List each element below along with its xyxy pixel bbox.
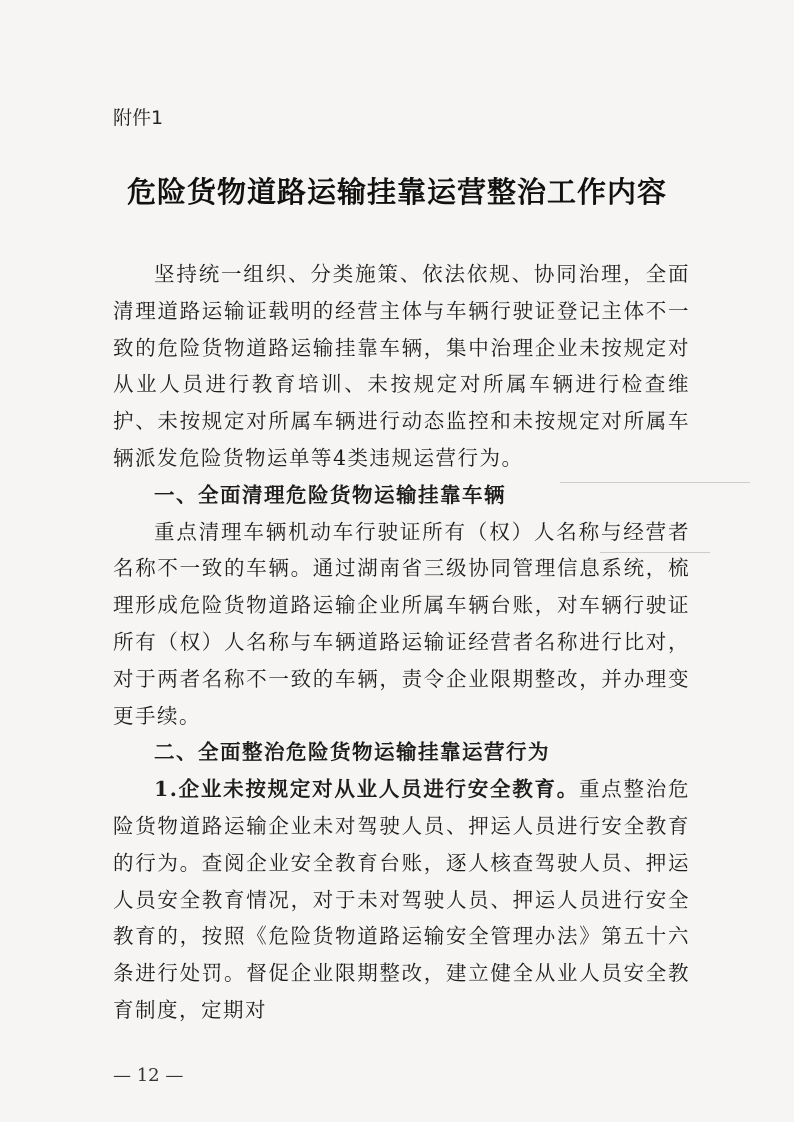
section-2-item-1	[113, 771, 690, 1029]
attachment-label: 附件1	[113, 107, 164, 129]
section-2-heading: 二、全面整治危险货物运输挂靠运营行为	[154, 740, 550, 765]
section-1-paragraph: 重点清理车辆机动车行驶证所有（权）人名称与经营者名称不一致的车辆。通过湖南省三级协同管理信息系统，梳理形成危险货物道路运输企业所属车辆台账，对车辆行驶证所有（权）人名称与车辆道路运输证经营者名称进行比对，对于两者名称不一致的车辆，责令企业限期整改，并办理变更手续。	[113, 519, 690, 728]
page-number: — 12 —	[113, 1065, 184, 1086]
item-1-body: 重点整治危险货物道路运输企业未对驾驶人员、押运人员进行安全教育的行为。查阅企业安全教育台账，逐人核查驾驶人员、押运人员安全教育情况，对于未对驾驶人员、押运人员进行安全教育的，按照《危险货物道路运输安全管理办法》第五十六条进行处罚。督促企业限期整改，建立健全从业人员安全教育制度，定期对	[113, 777, 691, 1022]
document-body	[113, 256, 690, 1029]
item-1-lead: 1.企业未按规定对从业人员进行安全教育。	[154, 777, 580, 802]
section-1-heading: 一、全面清理危险货物运输挂靠车辆	[154, 482, 506, 507]
intro-paragraph: 坚持统一组织、分类施策、依法依规、协同治理，全面清理道路运输证载明的经营主体与车辆行驶证登记主体不一致的危险货物道路运输挂靠车辆，集中治理企业未按规定对从业人员进行教育培训、未按规定对所属车辆进行检查维护、未按规定对所属车辆进行动态监控和未按规定对所属车辆派发危险货物运单等4类违规运营行为。	[113, 262, 690, 470]
document-title: 危险货物道路运输挂靠运营整治工作内容	[126, 175, 667, 209]
